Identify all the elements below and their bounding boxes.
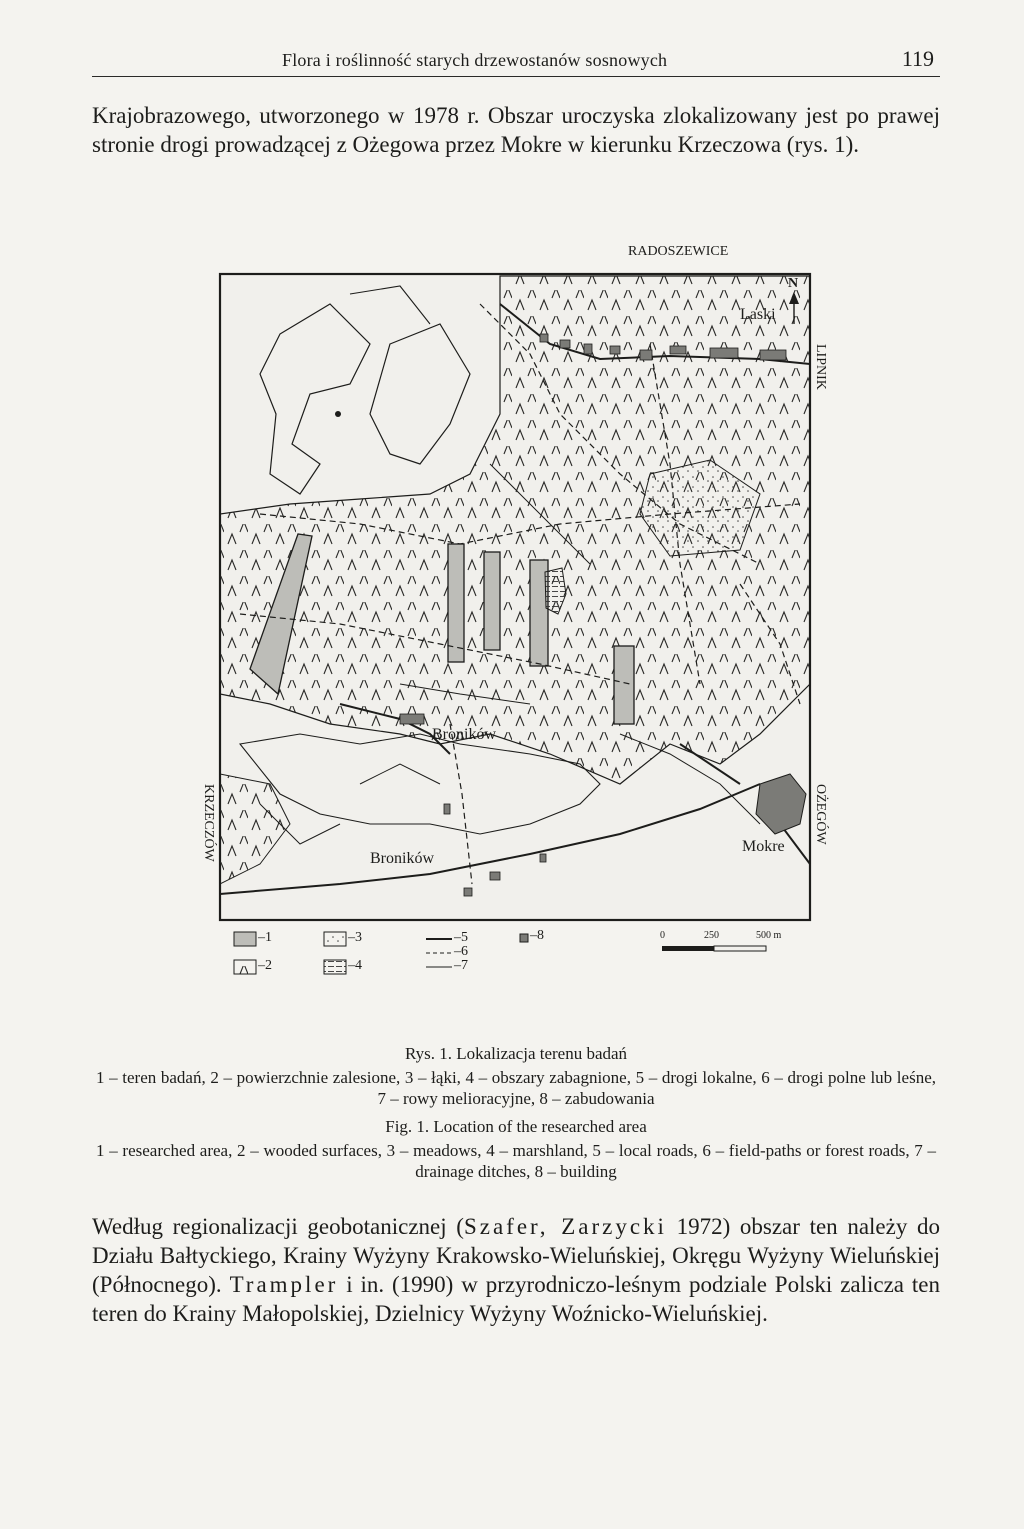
figure-caption-en-title: Fig. 1. Location of the researched area xyxy=(385,1117,647,1136)
scale-label-mid: 250 xyxy=(704,930,719,941)
label-laski: Laski xyxy=(740,306,776,323)
research-plot-5 xyxy=(614,646,634,724)
paragraph-regionalization xyxy=(92,1212,940,1328)
legend-swatch-2 xyxy=(234,960,256,974)
research-plot-3 xyxy=(484,552,500,650)
label-north: N xyxy=(788,276,799,291)
legend-label-1: –1 xyxy=(258,930,272,945)
label-bronikow-lower: Broników xyxy=(370,850,434,867)
author-citation: Szafer, Zarzycki xyxy=(463,1214,667,1239)
location-map-figure xyxy=(200,244,840,984)
label-radoszewice: RADOSZEWICE xyxy=(628,244,729,259)
page-number: 119 xyxy=(901,46,934,71)
author-citation: Trampler xyxy=(229,1272,339,1297)
legend-swatch-1 xyxy=(234,932,256,946)
legend-label-5: –5 xyxy=(454,930,468,945)
paragraph-intro: Krajobrazowego, utworzonego w 1978 r. Obszar uroczyska zlokalizowany jest po prawej stronie drogi prowadzącej z Ożegowa przez Mokre w kierunku Krzeczowa (rys. 1). xyxy=(92,103,940,157)
legend-label-4: –4 xyxy=(348,958,362,973)
figure-caption-pl-title: Rys. 1. Lokalizacja terenu badań xyxy=(404,1044,628,1063)
label-bronikow-center: Broników xyxy=(432,726,496,743)
label-lipnik: LIPNIK xyxy=(813,344,828,390)
scale-label-end: 500 m xyxy=(756,930,782,941)
label-mokre: Mokre xyxy=(742,838,785,855)
research-plot-2 xyxy=(448,544,464,662)
legend-label-7: –7 xyxy=(454,958,468,973)
legend-swatch-3 xyxy=(324,932,346,946)
scale-bar xyxy=(662,946,766,951)
running-title: Flora i roślinność starych drzewostanów sosnowych xyxy=(282,50,668,70)
location-map xyxy=(200,264,840,984)
legend-swatch-8 xyxy=(520,934,528,942)
legend-label-6: –6 xyxy=(454,944,468,959)
legend-label-8: –8 xyxy=(530,928,544,943)
label-ozegow: OŻEGÓW xyxy=(813,784,828,845)
figure-caption-pl-legend: 1 – teren badań, 2 – powierzchnie zalesione, 3 – łąki, 4 – obszary zabagnione, 5 – drogi lokalne, 6 – drogi polne lub leśne, 7 – rowy melioracyjne, 8 – zabudowania xyxy=(96,1068,936,1108)
scale-label-zero: 0 xyxy=(660,930,665,941)
paragraph-text: 1972) obszar ten należy do Działu Bałtyckiego, Krainy Wyżyny Krakowsko-Wieluńskiej, Okręgu Wyżyny Wieluńskiej (Północnego). xyxy=(92,1214,940,1297)
label-krzeczow: KRZECZÓW xyxy=(201,784,216,862)
legend-swatch-4 xyxy=(324,960,346,974)
running-header xyxy=(92,46,940,77)
paragraph-text: i in. (1990) w przyrodniczo-leśnym podziale Polski zalicza ten teren do Krainy Małopolskiej, Dzielnicy Wyżyny Woźnicko-Wieluńskiej. xyxy=(92,1272,941,1326)
figure-caption-en-legend: 1 – researched area, 2 – wooded surfaces, 3 – meadows, 4 – marshland, 5 – local roads, 6 – field-paths or forest roads, 7 – drainage ditches, 8 – building xyxy=(96,1141,936,1181)
legend-label-3: –3 xyxy=(348,930,362,945)
paragraph-text: Według regionalizacji geobotanicznej ( xyxy=(92,1214,464,1239)
legend-label-2: –2 xyxy=(258,958,272,973)
legend xyxy=(234,932,528,974)
